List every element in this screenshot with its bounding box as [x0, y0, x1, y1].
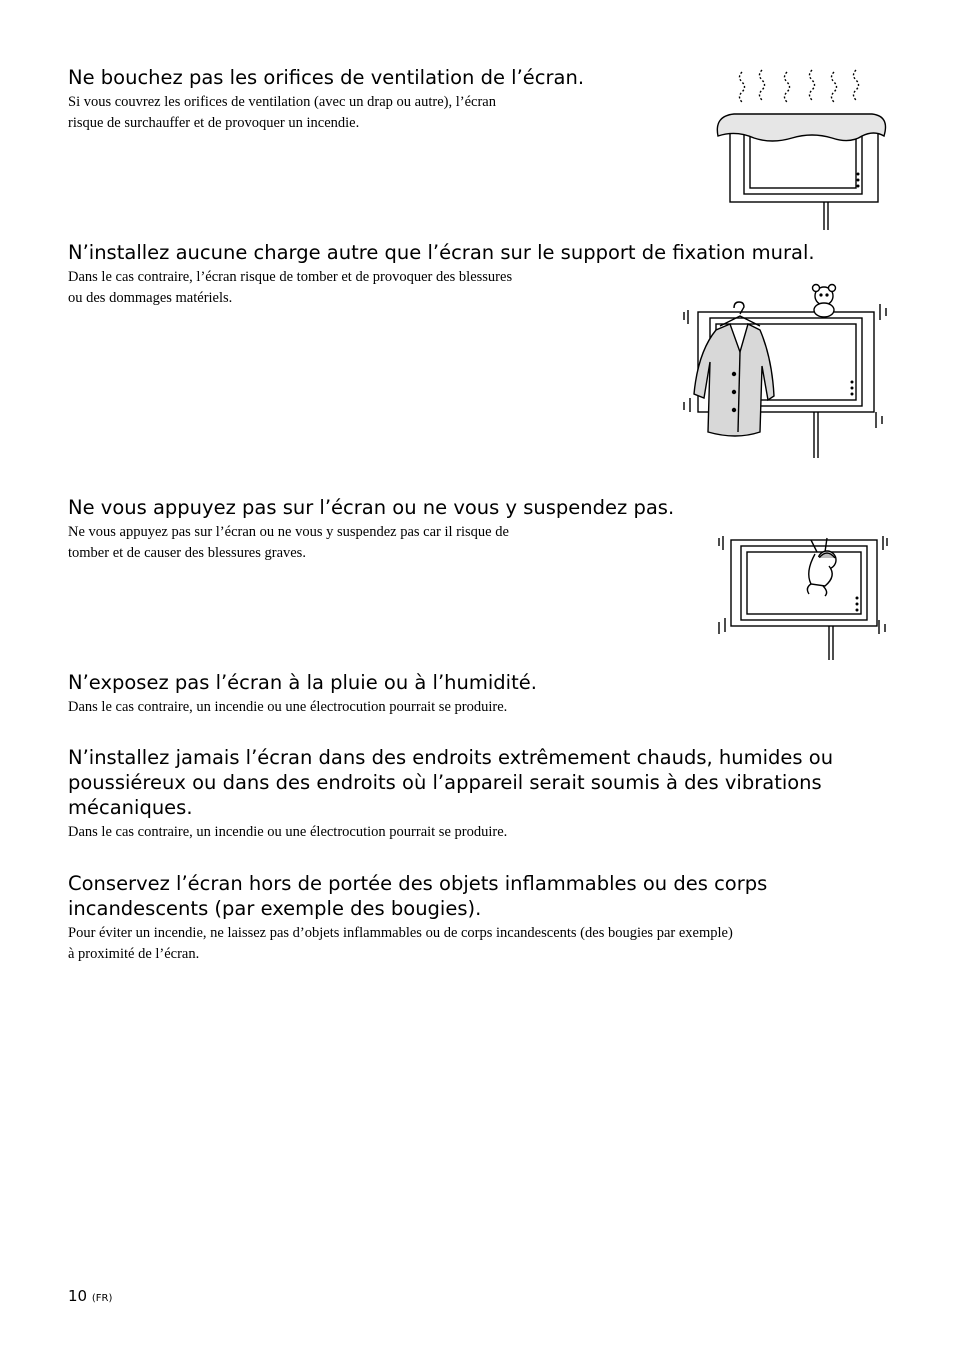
section-3-body-line-1: Ne vous appuyez pas sur l’écran ou ne vous y suspendez pas car il risque de	[68, 524, 509, 540]
section-6-body	[68, 923, 733, 964]
section-2-body	[68, 267, 512, 308]
section-5-heading-line-1: N’installez jamais l’écran dans des endroits extrêmement chauds, humides ou	[68, 746, 834, 769]
display-with-coat-and-bear-icon	[680, 282, 890, 460]
section-4-body	[68, 697, 507, 718]
section-5-body-line-1: Dans le cas contraire, un incendie ou une électrocution pourrait se produire.	[68, 824, 508, 840]
section-6-body-line-1: Pour éviter un incendie, ne laissez pas d’objets inflammables ou de corps incandescents (des bougies par exemple)	[68, 925, 733, 941]
page-number: 10	[68, 1287, 88, 1305]
section-3-body-line-2: tomber et de causer des blessures graves.	[68, 544, 306, 561]
section-6-heading-line-1: Conservez l’écran hors de portée des objets inflammables ou des corps	[68, 872, 768, 895]
language-code: (FR)	[91, 1293, 113, 1304]
section-5-heading-line-3: mécaniques.	[68, 796, 193, 819]
section-2-body-line-1: Dans le cas contraire, l’écran risque de tomber et de provoquer des blessures	[68, 269, 513, 285]
section-5-heading-line-2: poussiéreux ou dans des endroits où l’appareil serait soumis à des vibrations	[68, 771, 822, 794]
section-4-body-line-1: Dans le cas contraire, un incendie ou une électrocution pourrait se produire.	[68, 699, 508, 715]
section-2-heading: N’installez aucune charge autre que l’écran sur le support de fixation mural.	[68, 241, 815, 264]
section-5-body	[68, 822, 507, 843]
section-1-body-line-2: risque de surchauffer et de provoquer un incendie.	[68, 114, 360, 131]
section-1-body-line-1: Si vous couvrez les orifices de ventilation (avec un drap ou autre), l’écran	[68, 94, 496, 110]
section-4-heading: N’exposez pas l’écran à la pluie ou à l’humidité.	[68, 671, 537, 694]
section-3-body	[68, 522, 509, 563]
section-1-heading: Ne bouchez pas les orifices de ventilation de l’écran.	[68, 66, 585, 89]
section-3-heading: Ne vous appuyez pas sur l’écran ou ne vous y suspendez pas.	[68, 496, 675, 519]
section-1-body	[68, 92, 496, 133]
covered-display-heat-icon	[712, 64, 892, 234]
child-hanging-on-display-icon	[715, 528, 893, 664]
section-2-body-line-2: ou des dommages matériels.	[68, 289, 233, 306]
section-6-heading	[68, 871, 767, 921]
section-5-heading	[68, 745, 833, 820]
page-footer	[68, 1287, 112, 1305]
section-6-heading-line-2: incandescents (par exemple des bougies).	[68, 897, 482, 920]
section-6-body-line-2: à proximité de l’écran.	[68, 945, 200, 962]
